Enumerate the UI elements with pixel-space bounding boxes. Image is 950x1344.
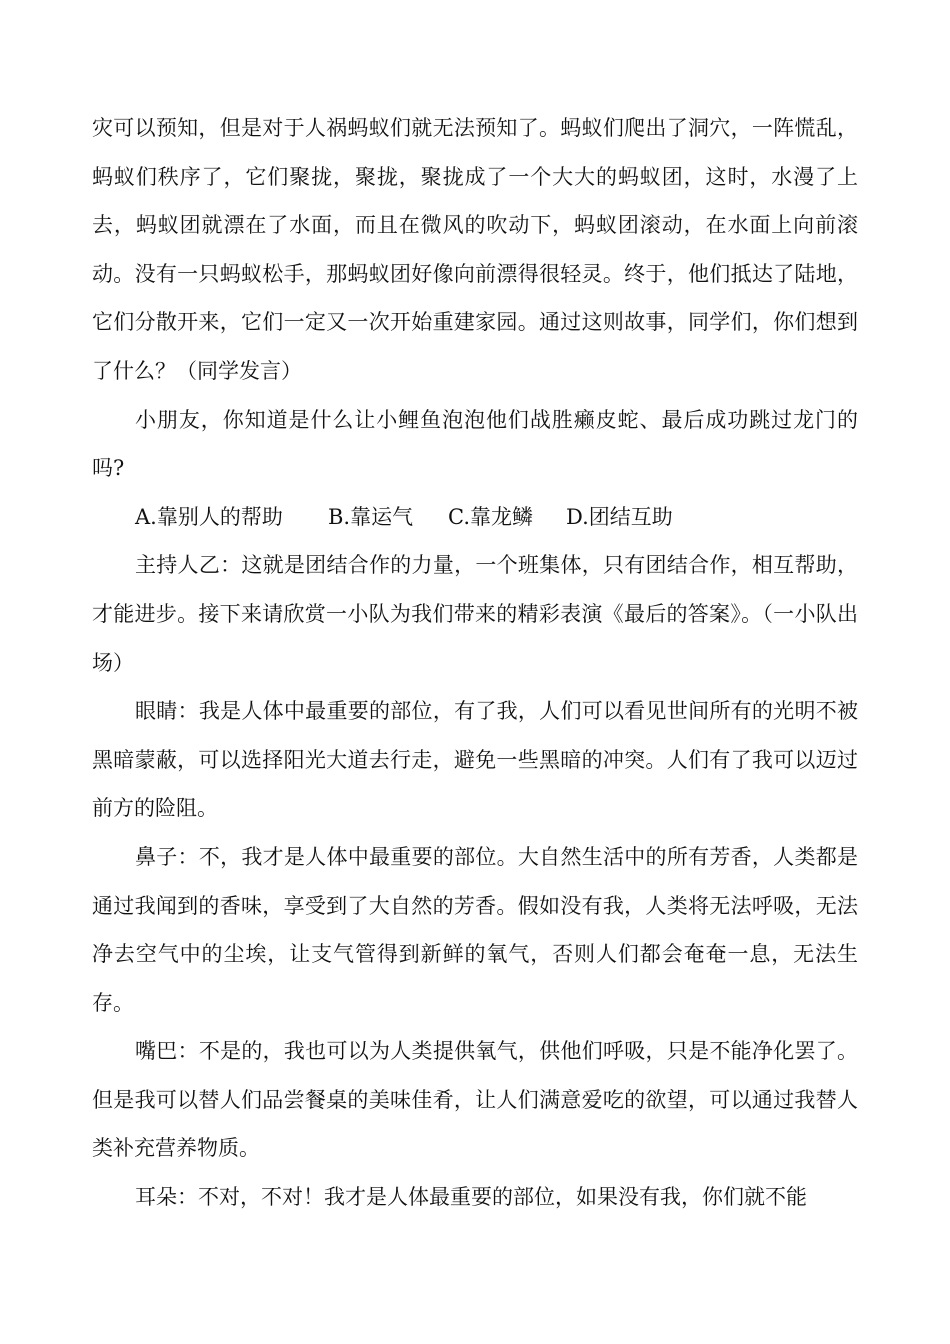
option-d: D.团结互助: [566, 504, 673, 529]
paragraph-ears: 耳朵：不对，不对！我才是人体最重要的部位，如果没有我，你们就不能: [135, 1185, 807, 1210]
paragraph-host-b: 主持人乙：这就是团结合作的力量，一个班集体，只有团结合作，相互帮助，才能进步。接下来请欣赏一小队为我们带来的精彩表演《最后的答案》。（一小队出场）: [92, 553, 858, 675]
option-b: B.靠运气: [328, 504, 414, 529]
answer-options: [92, 493, 858, 542]
paragraph-nose: 鼻子：不，我才是人体中最重要的部位。大自然生活中的所有芳香，人类都是通过我闻到的香味，享受到了大自然的芳香。假如没有我，人类将无法呼吸，无法净去空气中的尘埃，让支气管得到新鲜的氧气，否则人们都会奄奄一息，无法生存。: [92, 844, 858, 1015]
document-page: [92, 104, 858, 1222]
option-a: A.靠别人的帮助: [135, 504, 283, 529]
paragraph-mouth: 嘴巴：不是的，我也可以为人类提供氧气，供他们呼吸，只是不能净化罢了。但是我可以替人们品尝餐桌的美味佳肴，让人们满意爱吃的欲望，可以通过我替人类补充营养物质。: [92, 1039, 858, 1161]
paragraph-ant-story: 灾可以预知，但是对于人祸蚂蚁们就无法预知了。蚂蚁们爬出了洞穴，一阵慌乱，蚂蚁们秩序了，它们聚拢，聚拢，聚拢成了一个大大的蚂蚁团，这时，水漫了上去，蚂蚁团就漂在了水面，而且在微风的吹动下，蚂蚁团滚动，在水面上向前滚动。没有一只蚂蚁松手，那蚂蚁团好像向前漂得很轻灵。终于，他们抵达了陆地，它们分散开来，它们一定又一次开始重建家园。通过这则故事，同学们，你们想到了什么？（同学发言）: [92, 116, 858, 383]
option-c: C.靠龙鳞: [448, 504, 533, 529]
paragraph-question: 小朋友，你知道是什么让小鲤鱼泡泡他们战胜癞皮蛇、最后成功跳过龙门的吗?: [92, 407, 858, 481]
paragraph-eyes: 眼睛：我是人体中最重要的部位，有了我，人们可以看见世间所有的光明不被黑暗蒙蔽，可以选择阳光大道去行走，避免一些黑暗的冲突。人们有了我可以迈过前方的险阻。: [92, 699, 858, 821]
